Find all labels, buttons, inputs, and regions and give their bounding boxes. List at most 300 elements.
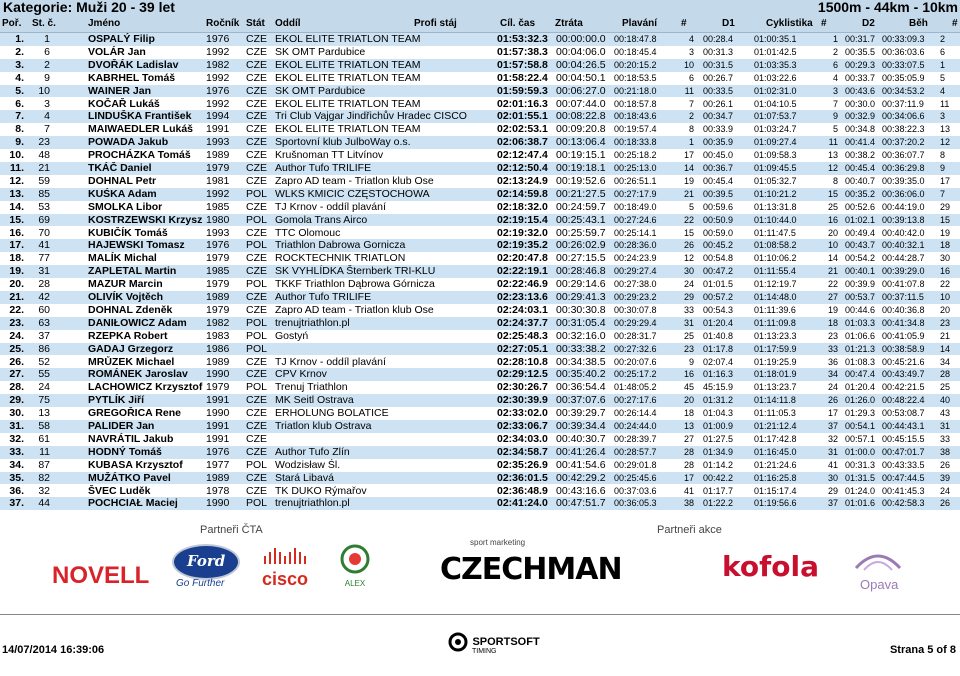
cell-swim-time: 00:18:47.8 (614, 34, 657, 44)
hdr-rank: Poř. (2, 18, 22, 29)
hdr-gap: Ztráta (555, 18, 583, 29)
table-row (0, 356, 960, 369)
cell-run-rank: 24 (940, 485, 951, 496)
cell-t1: 01:40.8 (703, 330, 734, 341)
cell-rank: 35. (9, 471, 24, 484)
cell-bike-rank: 11 (828, 137, 838, 148)
cell-club: Zapro AD team - Triatlon klub Ose (275, 174, 434, 187)
cell-t2: 00:43.6 (845, 85, 876, 96)
cell-bike-rank: 3 (832, 85, 838, 96)
cell-t1: 00:45.4 (703, 175, 734, 186)
cell-run-time: 00:35:05.9 (882, 72, 925, 83)
cell-club: Gomola Trans Airco (275, 213, 368, 226)
cell-run-time: 00:47:01.7 (882, 446, 925, 457)
cell-run-rank: 8 (940, 150, 946, 161)
cell-t2: 01:31.5 (845, 472, 876, 483)
table-row (0, 368, 960, 381)
cell-athlete-name: ROMÁNEK Jaroslav (88, 368, 188, 381)
cell-birth-year: 1994 (206, 110, 230, 123)
cell-bike-time: 01:17:59.9 (754, 343, 797, 354)
table-row (0, 59, 960, 72)
hdr-run-rank: # (952, 18, 958, 29)
cell-t1: 00:57.2 (703, 292, 734, 302)
cell-bike-rank: 22 (827, 279, 838, 290)
cell-finish-time: 02:19:32.0 (497, 226, 548, 239)
cell-bike-time: 01:18:01.9 (754, 369, 797, 380)
cell-swim-time: 00:18:49.0 (614, 201, 657, 212)
cell-country: CZE (246, 291, 267, 303)
cell-club: EKOL ELITE TRIATLON TEAM (275, 71, 421, 84)
cell-club: Zapro AD team - Triatlon klub Ose (275, 303, 434, 316)
cell-run-time: 00:36:06.0 (882, 188, 925, 199)
cell-bike-rank: 9 (832, 111, 838, 122)
cell-gap: 00:29:41.3 (556, 291, 606, 303)
cell-finish-time: 02:36:01.5 (497, 471, 548, 484)
cell-gap: 00:39:29.7 (556, 407, 606, 420)
cell-club: TJ Krnov - oddíl plavání (275, 200, 386, 213)
cell-birth-year: 1982 (206, 58, 230, 71)
cell-country: POL (246, 497, 268, 510)
cell-rank: 19. (9, 265, 24, 278)
cell-bib: 61 (38, 432, 50, 445)
cell-athlete-name: MAZUR Marcin (88, 278, 163, 291)
cell-athlete-name: ŠVEC Luděk (88, 484, 151, 497)
cell-bib: 3 (44, 97, 50, 110)
cell-swim-rank: 45 (683, 382, 694, 393)
cell-country: POL (246, 342, 268, 355)
cell-country: CZE (246, 97, 267, 110)
cell-swim-rank: 4 (688, 34, 694, 44)
cell-athlete-name: MAIWAEDLER Lukáš (88, 123, 194, 136)
cell-t2: 00:38.2 (845, 150, 876, 161)
cell-bike-rank: 21 (827, 266, 838, 277)
cell-t1: 01:04.3 (703, 408, 734, 419)
cell-gap: 00:04:26.5 (556, 58, 606, 71)
cell-t2: 00:31.3 (845, 459, 876, 470)
cell-birth-year: 1989 (206, 355, 230, 368)
cell-rank: 15. (9, 213, 24, 226)
cell-bib: 85 (38, 187, 50, 200)
cell-swim-rank: 22 (683, 214, 694, 225)
cell-athlete-name: WAINER Jan (88, 84, 152, 97)
cell-run-rank: 13 (940, 124, 951, 135)
cell-finish-time: 02:18:32.0 (497, 200, 548, 213)
cell-t2: 00:49.4 (845, 227, 876, 238)
cell-rank: 3. (15, 58, 24, 71)
table-row (0, 330, 960, 343)
cell-swim-rank: 15 (683, 227, 694, 238)
cell-rank: 20. (9, 278, 24, 291)
cell-club: EKOL ELITE TRIATLON TEAM (275, 33, 421, 45)
table-row (0, 278, 960, 291)
cell-swim-rank: 12 (683, 253, 694, 264)
cell-swim-rank: 8 (688, 124, 694, 135)
cell-finish-time: 02:24:03.1 (497, 303, 548, 316)
cell-bike-rank: 17 (827, 408, 838, 419)
cell-finish-time: 02:19:35.2 (497, 239, 548, 252)
cell-club: Tri Club Vajgar Jindřichův Hradec CISCO (275, 110, 467, 123)
cell-bib: 37 (38, 329, 50, 342)
cell-bike-rank: 1 (832, 34, 838, 44)
cell-swim-rank: 41 (683, 485, 694, 496)
cell-bib: 4 (44, 110, 50, 123)
table-row (0, 123, 960, 136)
cell-swim-rank: 28 (683, 459, 694, 470)
sport-marketing-label: sport marketing (470, 538, 526, 547)
cell-swim-rank: 31 (683, 317, 694, 328)
table-header (0, 16, 960, 33)
hdr-bib: St. č. (32, 18, 56, 29)
cell-bib: 59 (38, 174, 50, 187)
cell-birth-year: 1991 (206, 432, 230, 445)
cell-country: CZE (246, 265, 267, 278)
cell-bib: 31 (38, 265, 50, 278)
cell-bib: 87 (38, 458, 50, 471)
cell-run-time: 00:39:35.0 (882, 175, 925, 186)
cell-bike-rank: 12 (827, 163, 838, 173)
cell-athlete-name: POWADA Jakub (88, 136, 169, 149)
cell-run-rank: 18 (940, 240, 951, 251)
table-row (0, 485, 960, 498)
cell-bike-rank: 15 (827, 188, 838, 199)
cell-gap: 00:47:51.7 (556, 497, 606, 510)
cell-run-time: 00:37:11.5 (882, 292, 924, 302)
cell-club: EKOL ELITE TRIATLON TEAM (275, 123, 421, 136)
cell-birth-year: 1979 (206, 381, 230, 394)
cell-bib: 60 (38, 303, 50, 316)
cell-gap: 00:25:59.7 (556, 226, 606, 239)
cell-rank: 16. (9, 226, 24, 239)
cell-swim-time: 00:19:57.4 (614, 124, 657, 135)
cell-bib: 69 (38, 213, 50, 226)
table-row (0, 227, 960, 240)
cell-bib: 13 (38, 407, 50, 420)
cell-bib: 21 (38, 162, 50, 174)
cell-swim-rank: 5 (688, 201, 694, 212)
cell-bike-time: 01:08:58.2 (754, 240, 797, 251)
cell-gap: 00:26:02.9 (556, 239, 606, 252)
cell-athlete-name: KOSTRZEWSKI Krzysz (88, 213, 203, 226)
sportsoft-logo: SPORTSOFT TIMING (448, 632, 540, 655)
cell-gap: 00:39:34.4 (556, 420, 606, 432)
cell-bib: 24 (38, 381, 50, 394)
hdr-swim-rank: # (681, 18, 687, 29)
cell-rank: 28. (9, 381, 24, 394)
cell-swim-time: 00:36:05.3 (614, 498, 657, 509)
cell-bib: 44 (38, 497, 50, 510)
hdr-pro-team: Profi stáj (414, 18, 457, 29)
cell-run-rank: 19 (940, 227, 951, 238)
table-row (0, 201, 960, 214)
cell-finish-time: 02:01:55.1 (497, 110, 548, 123)
cell-birth-year: 1982 (206, 316, 230, 329)
cell-run-time: 00:38:58.9 (882, 343, 925, 354)
cell-t1: 00:45.2 (703, 240, 734, 251)
cell-swim-rank: 21 (683, 188, 694, 199)
cell-swim-time: 00:18:45.4 (614, 46, 657, 57)
cell-run-rank: 7 (940, 188, 946, 199)
cell-bib: 48 (38, 149, 50, 162)
cell-t1: 00:31.5 (703, 59, 734, 70)
cell-run-rank: 23 (940, 317, 951, 328)
cell-t1: 00:36.7 (703, 163, 734, 173)
cell-club: Stará Libavá (275, 471, 334, 484)
cell-birth-year: 1992 (206, 71, 230, 84)
cell-swim-rank: 9 (688, 356, 694, 367)
cell-finish-time: 02:12:50.4 (497, 162, 548, 174)
cell-rank: 18. (9, 252, 24, 265)
cell-finish-time: 02:34:58.7 (497, 445, 548, 458)
cell-country: CZE (246, 174, 267, 187)
cell-t1: 00:54.8 (703, 253, 734, 264)
cell-country: CZE (246, 420, 267, 432)
cell-swim-time: 00:28:57.7 (614, 446, 657, 457)
cell-swim-rank: 3 (688, 46, 694, 57)
table-row (0, 46, 960, 59)
cell-country: CZE (246, 136, 267, 149)
cell-rank: 22. (9, 303, 24, 316)
cell-t1: 01:34.9 (703, 446, 734, 457)
cell-athlete-name: DOHNAL Zdeněk (88, 303, 173, 316)
cell-gap: 00:37:07.6 (556, 394, 606, 407)
cell-gap: 00:19:18.1 (556, 162, 606, 174)
cell-rank: 23. (9, 316, 24, 329)
cell-bike-rank: 6 (832, 59, 838, 70)
cell-athlete-name: TKÁČ Daniel (88, 162, 152, 174)
cell-country: POL (246, 458, 268, 471)
cell-run-time: 00:37:11.9 (882, 98, 924, 109)
cell-club: SK OMT Pardubice (275, 84, 366, 97)
cell-swim-rank: 30 (683, 266, 694, 277)
cell-swim-rank: 27 (683, 433, 694, 444)
cell-country: CZE (246, 484, 267, 497)
cell-bib: 2 (44, 58, 50, 71)
cell-club: CPV Krnov (275, 368, 327, 381)
cell-bike-rank: 18 (827, 317, 838, 328)
cell-swim-time: 00:20:07.6 (614, 356, 657, 367)
cell-t1: 00:31.3 (703, 46, 734, 57)
cell-gap: 00:41:26.4 (556, 445, 606, 458)
cell-bike-time: 01:14:48.0 (754, 292, 797, 302)
cell-run-rank: 2 (940, 34, 946, 44)
cell-bike-rank: 16 (827, 214, 838, 225)
cell-bib: 82 (38, 471, 50, 484)
cell-t2: 00:34.8 (845, 124, 876, 135)
cell-athlete-name: HODNÝ Tomáš (88, 445, 162, 458)
cell-t1: 00:50.9 (703, 214, 734, 225)
cell-run-time: 00:47:44.5 (882, 472, 925, 483)
cell-bib: 32 (38, 484, 50, 497)
cell-t2: 01:08.3 (845, 356, 876, 367)
cell-bike-time: 01:11:39.6 (754, 304, 796, 315)
cell-birth-year: 1991 (206, 394, 230, 407)
category-distance: 1500m - 44km - 10km (817, 0, 958, 15)
cell-swim-rank: 17 (683, 150, 694, 161)
cell-bike-rank: 8 (832, 175, 838, 186)
cell-athlete-name: GADAJ Grzegorz (88, 342, 174, 355)
cell-swim-time: 00:24:44.0 (614, 421, 657, 431)
cell-swim-rank: 20 (683, 395, 694, 406)
cell-club: ERHOLUNG BOLATICE (275, 407, 389, 420)
cell-athlete-name: ZAPLETAL Martin (88, 265, 177, 278)
hdr-finish: Cíl. čas (500, 18, 536, 29)
cell-swim-rank: 10 (683, 59, 694, 70)
cell-run-rank: 1 (940, 59, 946, 70)
hdr-year: Ročník (206, 18, 240, 29)
cell-athlete-name: LINDUŠKA František (88, 110, 192, 123)
cell-country: CZE (246, 226, 267, 239)
cell-bike-rank: 24 (827, 382, 838, 393)
cell-birth-year: 1983 (206, 329, 230, 342)
cell-bike-time: 01:03:22.6 (754, 72, 797, 83)
cell-rank: 10. (9, 149, 24, 162)
cell-athlete-name: SMOLKA Libor (88, 200, 163, 213)
cell-run-rank: 5 (940, 72, 946, 83)
cell-finish-time: 02:20:47.8 (497, 252, 548, 265)
cell-finish-time: 01:57:58.8 (497, 58, 548, 71)
cell-bike-rank: 7 (832, 98, 838, 109)
cell-country: CZE (246, 303, 267, 316)
cell-birth-year: 1989 (206, 149, 230, 162)
cell-gap: 00:33:38.2 (556, 342, 606, 355)
cell-gap: 00:04:50.1 (556, 71, 606, 84)
cell-birth-year: 1980 (206, 213, 230, 226)
cell-bike-rank: 4 (832, 72, 838, 83)
cell-country: CZE (246, 200, 267, 213)
cell-swim-time: 00:29:01.8 (614, 459, 657, 470)
cell-finish-time: 01:57:38.3 (497, 45, 548, 58)
cell-run-rank: 14 (940, 343, 951, 354)
cell-swim-time: 00:28:31.7 (614, 330, 657, 341)
cell-swim-rank: 18 (683, 408, 694, 419)
cell-finish-time: 02:25:48.3 (497, 329, 548, 342)
cell-athlete-name: HAJEWSKI Tomasz (88, 239, 185, 252)
cell-swim-time: 00:29:23.2 (614, 292, 657, 302)
cell-rank: 14. (9, 200, 24, 213)
cell-run-rank: 12 (940, 137, 951, 148)
cell-club: Triathlon Dabrowa Gornicza (275, 239, 406, 252)
cell-bike-time: 01:13:23.7 (754, 382, 797, 393)
cell-finish-time: 02:13:24.9 (497, 174, 548, 187)
hdr-t1: D1 (722, 18, 735, 29)
cell-athlete-name: PALIDER Jan (88, 420, 155, 432)
cell-t2: 01:02.1 (845, 214, 876, 225)
cell-swim-rank: 17 (683, 472, 694, 483)
table-row (0, 175, 960, 188)
cell-bib: 52 (38, 355, 50, 368)
cell-bike-time: 01:19:56.6 (754, 498, 797, 509)
cell-swim-rank: 14 (683, 163, 694, 173)
cell-run-rank: 34 (940, 356, 951, 367)
cell-club: Gostyń (275, 329, 309, 342)
cell-gap: 00:35:40.2 (556, 368, 606, 381)
cell-swim-time: 00:25:14.1 (614, 227, 657, 238)
cell-bike-rank: 27 (827, 292, 838, 302)
cell-run-time: 00:39:29.0 (882, 266, 925, 277)
cell-run-rank: 9 (940, 163, 946, 173)
cisco-logo: cisco (262, 548, 312, 590)
table-row (0, 343, 960, 356)
cell-bike-time: 01:10:06.2 (754, 253, 797, 264)
cell-bike-time: 01:04:10.5 (754, 98, 797, 109)
cell-finish-time: 02:06:38.7 (497, 136, 548, 149)
cell-swim-time: 00:25:18.2 (614, 150, 657, 161)
cell-finish-time: 02:33:06.7 (497, 420, 548, 432)
cell-swim-time: 00:24:23.9 (614, 253, 657, 264)
cell-run-rank: 16 (940, 266, 951, 277)
cell-club: Sportovní klub JulboWay o.s. (275, 136, 411, 149)
cell-t2: 00:35.2 (845, 188, 876, 199)
cell-country: POL (246, 239, 268, 252)
cell-bike-rank: 37 (827, 421, 838, 431)
cell-swim-rank: 2 (688, 111, 694, 122)
cell-bike-time: 01:13:23.3 (754, 330, 797, 341)
table-row (0, 291, 960, 304)
table-row (0, 497, 960, 510)
cell-finish-time: 02:12:47.4 (497, 149, 548, 162)
cell-finish-time: 02:35:26.9 (497, 458, 548, 471)
cell-bib: 7 (44, 123, 50, 136)
cell-run-time: 00:44:43.1 (882, 421, 925, 431)
cell-t2: 00:32.9 (845, 111, 876, 122)
cell-run-rank: 17 (940, 175, 951, 186)
table-row (0, 162, 960, 175)
cell-run-time: 00:41:34.8 (882, 317, 925, 328)
cell-run-time: 00:40:32.1 (882, 240, 925, 251)
cell-bib: 28 (38, 278, 50, 291)
cell-athlete-name: NAVRÁTIL Jakub (88, 432, 174, 445)
alex-logo: ALEX (332, 544, 378, 586)
cell-swim-time: 00:27:32.6 (614, 343, 657, 354)
cell-birth-year: 1986 (206, 342, 230, 355)
cell-finish-time: 02:24:37.7 (497, 316, 548, 329)
novell-logo: NOVELL (52, 562, 150, 589)
cell-swim-rank: 24 (683, 279, 694, 290)
cell-run-time: 00:45:21.6 (882, 356, 925, 367)
cell-bib: 53 (38, 200, 50, 213)
cell-run-time: 00:43:49.7 (882, 369, 925, 380)
cell-athlete-name: MRŮZEK Michael (88, 355, 175, 368)
cell-t2: 01:20.4 (845, 382, 876, 393)
cell-t2: 00:54.1 (845, 421, 876, 431)
cell-t2: 00:43.7 (845, 240, 876, 251)
cell-rank: 2. (15, 45, 24, 58)
cell-swim-rank: 19 (683, 175, 694, 186)
cell-bike-rank: 20 (827, 227, 838, 238)
cell-bike-rank: 2 (832, 46, 838, 57)
cell-athlete-name: OLIVÍK Vojtěch (88, 291, 164, 303)
cell-swim-time: 00:29:29.4 (614, 317, 657, 328)
czechman-logo: CZECHMAN (440, 552, 622, 587)
cell-gap: 00:07:44.0 (556, 97, 606, 110)
cell-country: POL (246, 381, 268, 394)
cell-birth-year: 1979 (206, 162, 230, 174)
cell-athlete-name: KUBASA Krzysztof (88, 458, 183, 471)
cell-t1: 01:16.3 (703, 369, 734, 380)
cell-swim-time: 00:18:33.8 (614, 137, 657, 148)
cell-gap: 00:25:43.1 (556, 213, 606, 226)
cell-swim-time: 00:27:17.9 (614, 188, 657, 199)
cell-swim-time: 00:25:13.0 (614, 163, 657, 173)
cell-run-time: 00:41:45.3 (882, 485, 925, 496)
cell-country: CZE (246, 149, 267, 162)
cell-bib: 42 (38, 291, 50, 303)
cell-t2: 00:29.3 (845, 59, 876, 70)
cell-run-time: 00:33:07.5 (882, 59, 925, 70)
cell-swim-time: 00:18:43.6 (614, 111, 657, 122)
hdr-country: Stát (246, 18, 265, 29)
cell-run-time: 00:53:08.7 (882, 408, 925, 419)
